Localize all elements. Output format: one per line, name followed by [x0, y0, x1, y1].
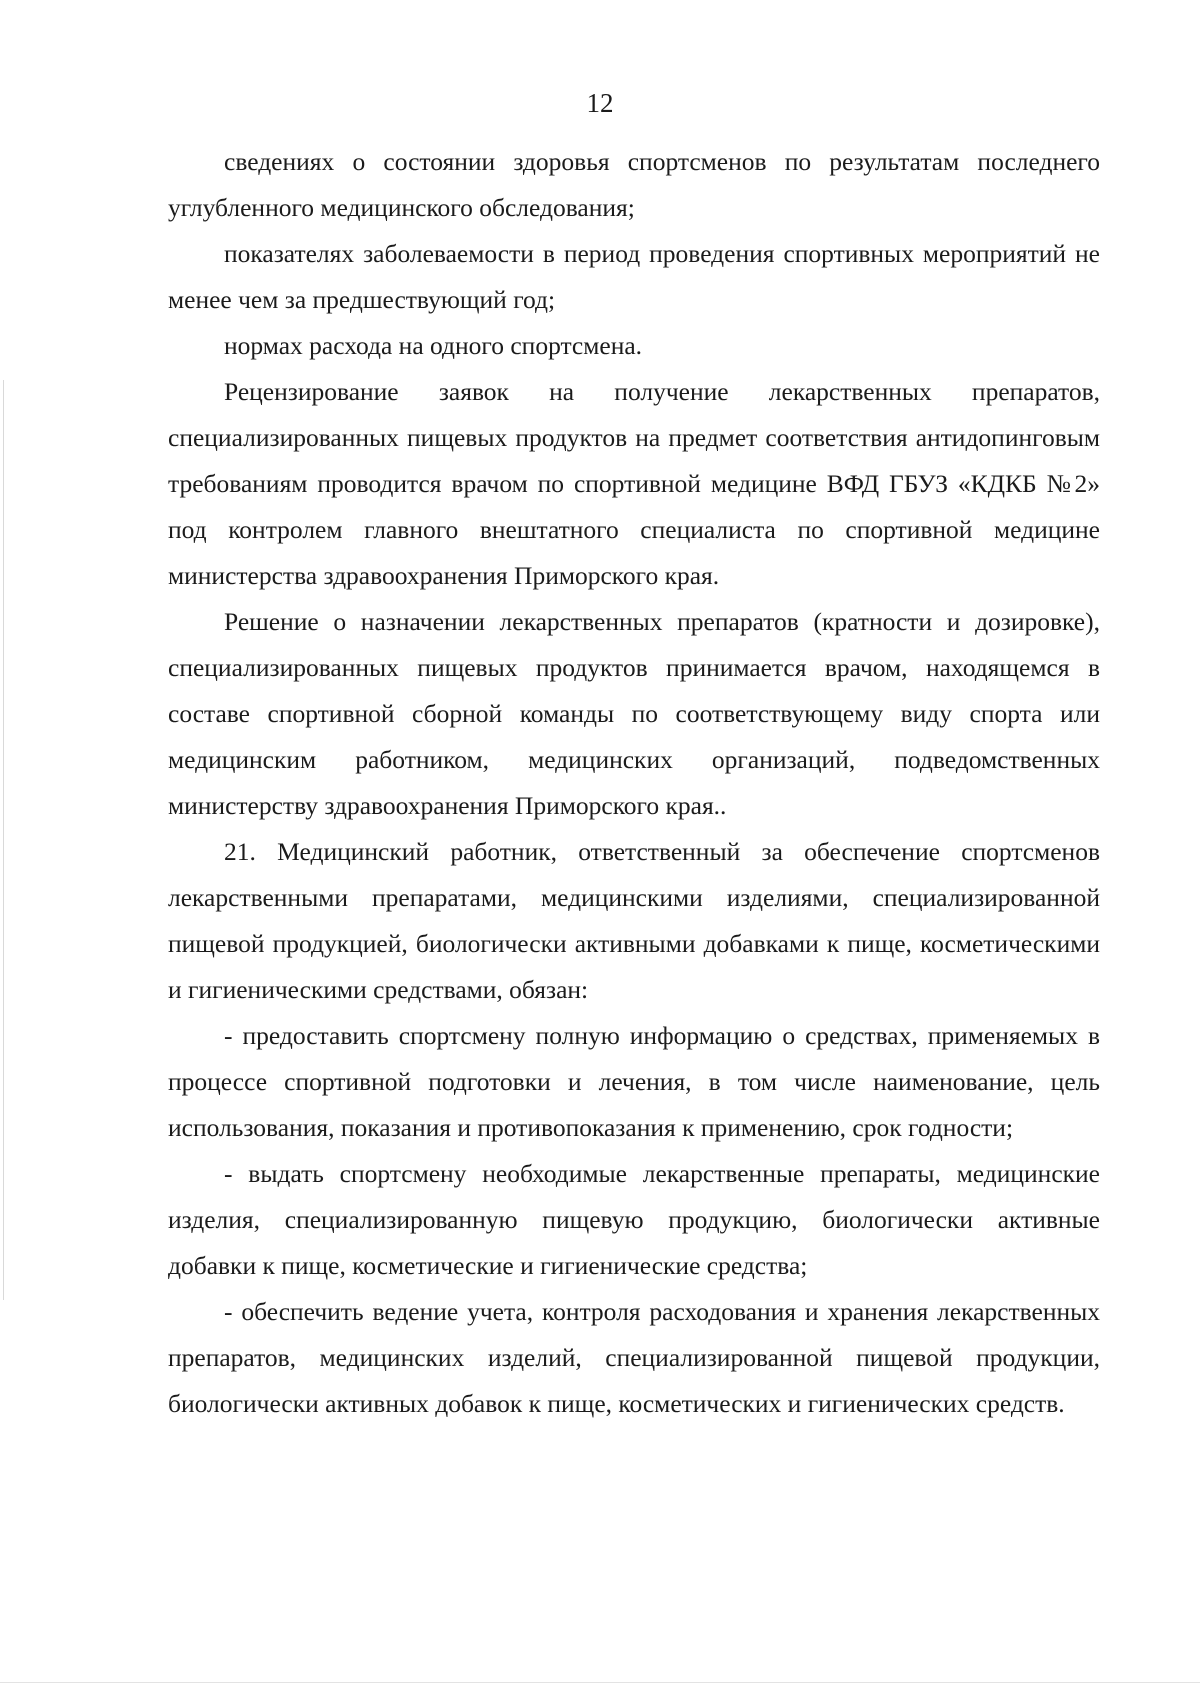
page-number: 12 [586, 88, 614, 118]
scan-edge-left [3, 380, 4, 1300]
paragraph-morbidity: показателях заболеваемости в период проведения спортивных мероприятий не менее чем за предшествующий год; [168, 239, 1100, 314]
paragraph-consumption-norms: нормах расхода на одного спортсмена. [224, 331, 643, 360]
document-body [168, 139, 1100, 1427]
paragraph-prescription-decision: Решение о назначении лекарственных препаратов (кратности и дозировке), специализированных пищевых продуктов принимается врачом, находящемся в составе спортивной сборной команды по соответствующему виду спорта или медицинским работником, медицинских организаций, подведомственных министерству здравоохранения Приморского края.. [168, 607, 1100, 820]
paragraph-duty-accounting: - обеспечить ведение учета, контроля расходования и хранения лекарственных препаратов, медицинских изделий, специализированной пищевой продукции, биологически активных добавок к пище, косметических и гигиенических средств. [168, 1297, 1100, 1418]
paragraph-health-data: сведениях о состоянии здоровья спортсменов по результатам последнего углубленного медицинского обследования; [168, 147, 1100, 222]
paragraph-review-requests: Рецензирование заявок на получение лекарственных препаратов, специализированных пищевых продуктов на предмет соответствия антидопинговым требованиям проводится врачом по спортивной медицине ВФД ГБУЗ «КДКБ №2» под контролем главного внештатного специалиста по спортивной медицине министерства здравоохранения Приморского края. [168, 377, 1100, 590]
paragraph-item-21: 21. Медицинский работник, ответственный за обеспечение спортсменов лекарственными препаратами, медицинскими изделиями, специализированной пищевой продукцией, биологически активными добавками к пище, косметическими и гигиеническими средствами, обязан: [168, 837, 1100, 1004]
scan-edge-bottom [0, 1682, 1200, 1683]
paragraph-duty-issue: - выдать спортсмену необходимые лекарственные препараты, медицинские изделия, специализированную пищевую продукцию, биологически активные добавки к пище, косметические и гигиенические средства; [168, 1159, 1100, 1280]
paragraph-duty-inform: - предоставить спортсмену полную информацию о средствах, применяемых в процессе спортивной подготовки и лечения, в том числе наименование, цель использования, показания и противопоказания к применению, срок годности; [168, 1021, 1100, 1142]
